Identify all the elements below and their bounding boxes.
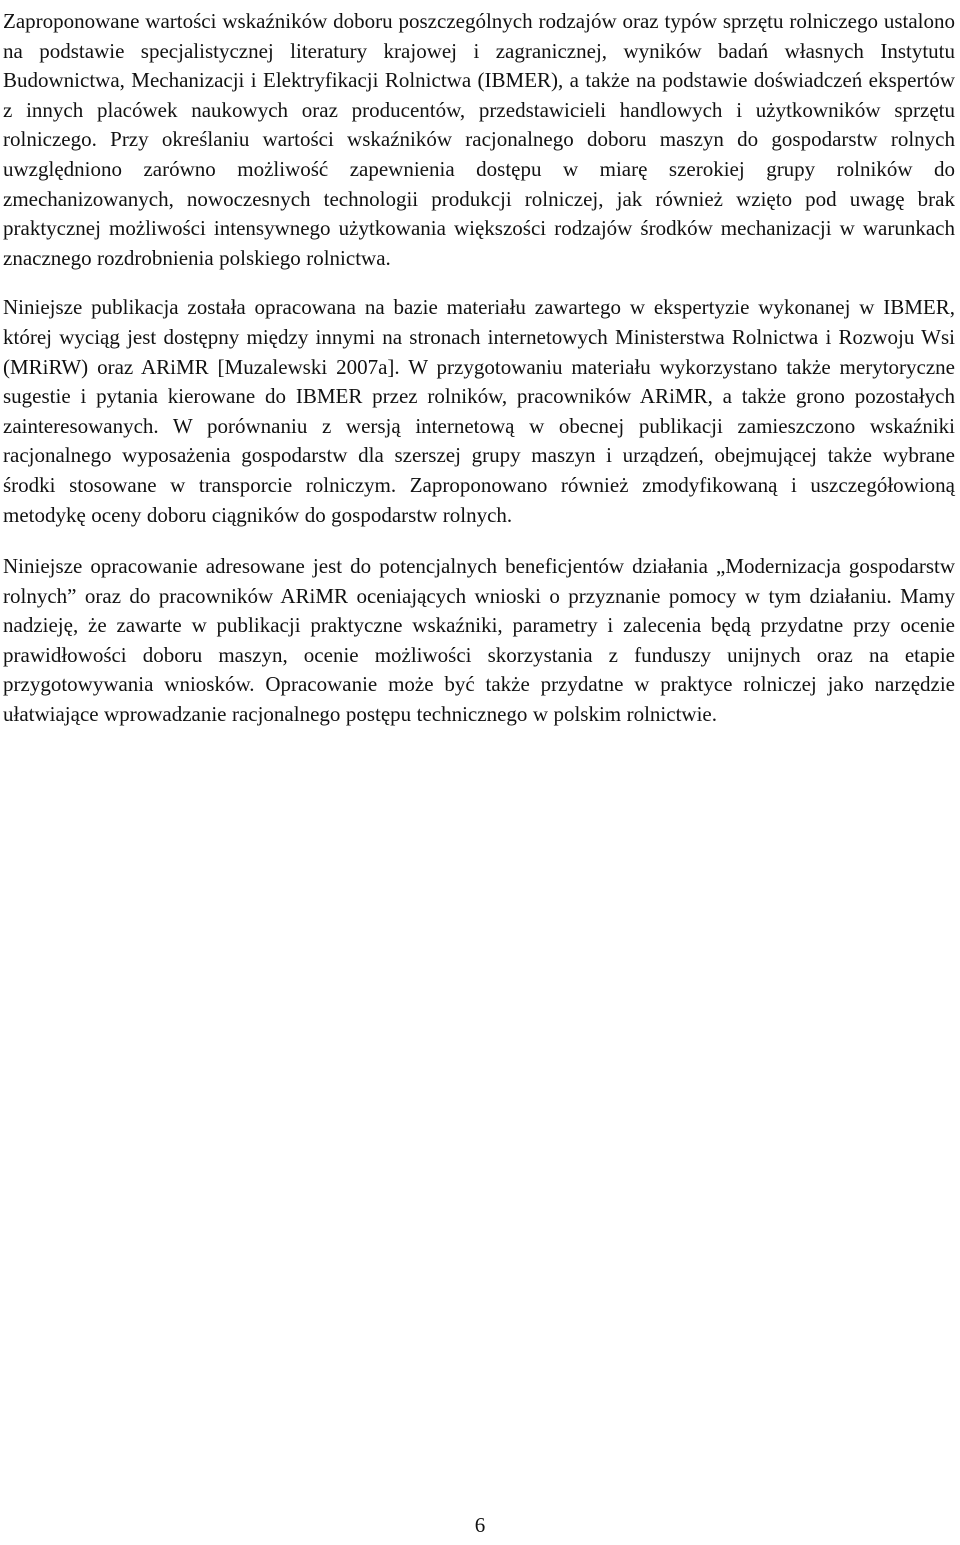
page-number: 6 <box>474 1513 486 1537</box>
paragraph-3: Niniejsze opracowanie adresowane jest do potencjalnych beneficjentów działania „Modernizacja gospodarstw rolnych” oraz do pracowników ARiMR oceniających wnioski o przyznanie pomocy w tym działaniu. Mamy nadzieję, że zawarte w publikacji praktyczne wskaźniki, parametry i zalecenia będą przydatne przy ocenie prawidłowości doboru maszyn, ocenie możliwości skorzystania z funduszy unijnych oraz na etapie przygotowywania wniosków. Opracowanie może być także przydatne w praktyce rolniczej jako narzędzie ułatwiające wprowadzanie racjonalnego postępu technicznego w polskim rolnictwie. <box>3 554 955 727</box>
body-text <box>3 0 955 730</box>
paragraph-2: Niniejsze publikacja została opracowana na bazie materiału zawartego w ekspertyzie wykonanej w IBMER, której wyciąg jest dostępny między innymi na stronach internetowych Ministerstwa Rolnictwa i Rozwoju Wsi (MRiRW) oraz ARiMR [Muzalewski 2007a]. W przygotowaniu materiału wykorzystano także merytoryczne sugestie i pytania kierowane do IBMER przez rolników, pracowników ARiMR, a także grono pozostałych zainteresowanych. W porównaniu z wersją internetową w obecnej publikacji zamieszczono wskaźniki racjonalnego wyposażenia gospodarstw dla szerszej grupy maszyn i urządzeń, obejmującej także wybrane środki stosowane w transporcie rolniczym. Zaproponowano również zmodyfikowaną i uszczegółowioną metodykę oceny doboru ciągników do gospodarstw rolnych. <box>3 295 955 527</box>
paragraph-1: Zaproponowane wartości wskaźników doboru poszczególnych rodzajów oraz typów sprzętu rolniczego ustalono na podstawie specjalistycznej literatury krajowej i zagranicznej, wyników badań własnych Instytutu Budownictwa, Mechanizacji i Elektryfikacji Rolnictwa (IBMER), a także na podstawie doświadczeń ekspertów z innych placówek naukowych oraz producentów, przedstawicieli handlowych i użytkowników sprzętu rolniczego. Przy określaniu wartości wskaźników racjonalnego doboru maszyn do gospodarstw rolnych uwzględniono zarówno możliwość zapewnienia dostępu w miarę szerokiej grupy rolników do zmechanizowanych, nowoczesnych technologii produkcji rolniczej, jak również wzięto pod uwagę brak praktycznej możliwości intensywnego użytkowania większości rodzajów środków mechanizacji w warunkach znacznego rozdrobnienia polskiego rolnictwa. <box>3 9 955 270</box>
